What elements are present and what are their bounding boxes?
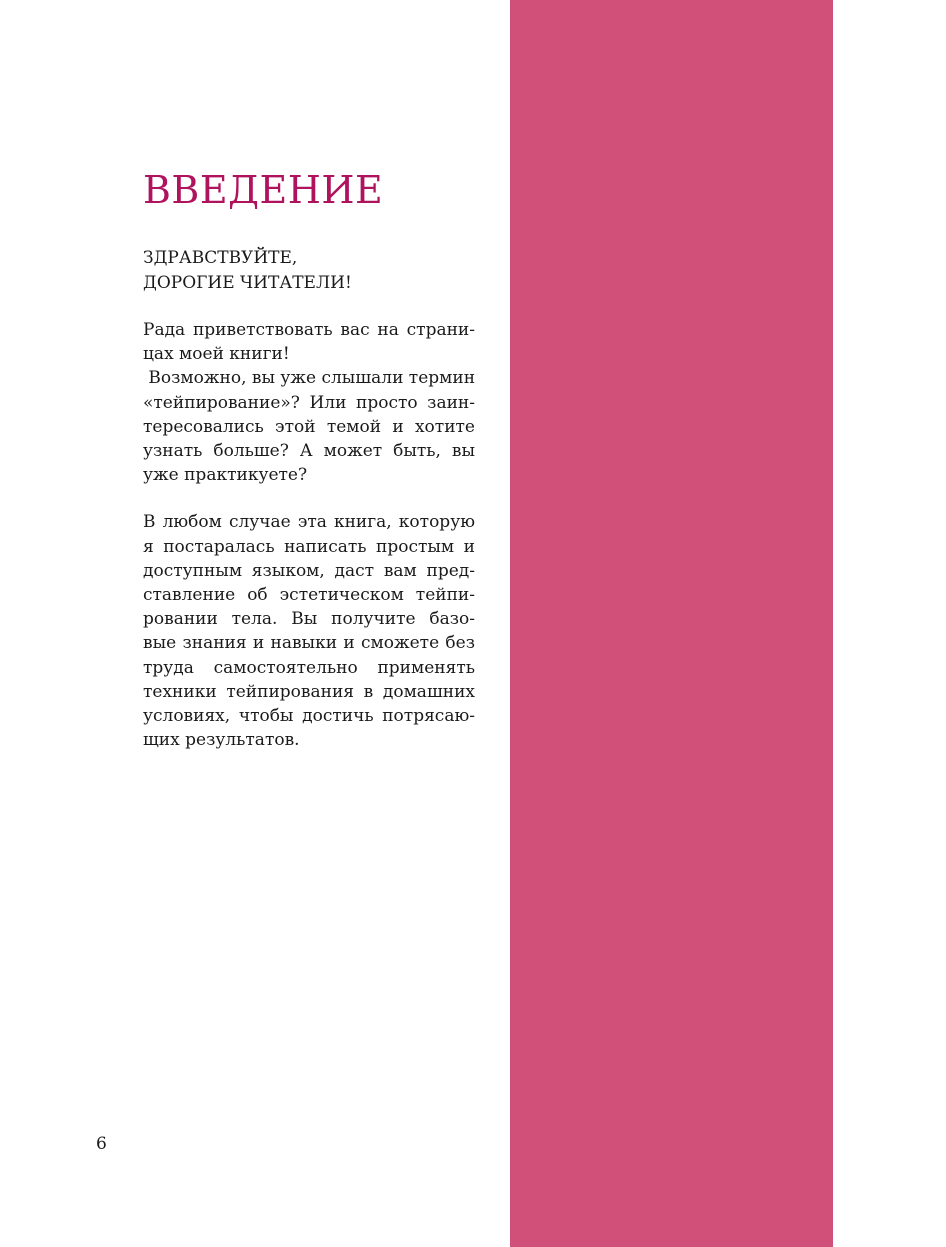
paragraph-line: узнать больше? А может быть, вы (143, 441, 475, 462)
paragraph-intro (143, 318, 475, 487)
paragraph-line: труда самостоятельно применять (143, 657, 475, 678)
paragraph-line: доступным языком, даст вам пред- (143, 560, 475, 581)
paragraph-line: цах моей книги! (143, 344, 290, 365)
paragraph-line: В любом случае эта книга, которую (143, 512, 475, 533)
page-content (143, 166, 475, 752)
paragraph-line: Рада приветствовать вас на страни- (143, 320, 475, 340)
paragraph-line: ставление об эстетическом тейпи- (143, 585, 475, 606)
paragraph-line: техники тейпирования в домашних (143, 681, 475, 702)
decorative-pink-band (510, 0, 833, 1247)
greeting-line-1: ЗДРАВСТВУЙТЕ, (143, 248, 298, 268)
greeting-line-2: ДОРОГИЕ ЧИТАТЕЛИ! (143, 273, 352, 293)
paragraph-line: уже практикуете? (143, 465, 308, 486)
paragraph-line: тересовались этой темой и хотите (143, 416, 475, 437)
paragraph-line: ровании тела. Вы получите базо- (143, 609, 475, 630)
paragraph-line: вые знания и навыки и сможете без (143, 633, 475, 654)
paragraph-line: «тейпирование»? Или просто заин- (143, 392, 475, 413)
paragraph-line: условиях, чтобы достичь потрясаю- (143, 706, 475, 727)
greeting-heading (143, 246, 475, 296)
paragraph-line: Возможно, вы уже слышали термин (143, 368, 476, 389)
page-title: ВВЕДЕНИЕ (143, 168, 384, 212)
paragraph-main (143, 510, 475, 752)
paragraph-line: щих результатов. (143, 730, 300, 751)
page-number: 6 (96, 1134, 107, 1154)
paragraph-line: я постаралась написать простым и (143, 536, 475, 557)
